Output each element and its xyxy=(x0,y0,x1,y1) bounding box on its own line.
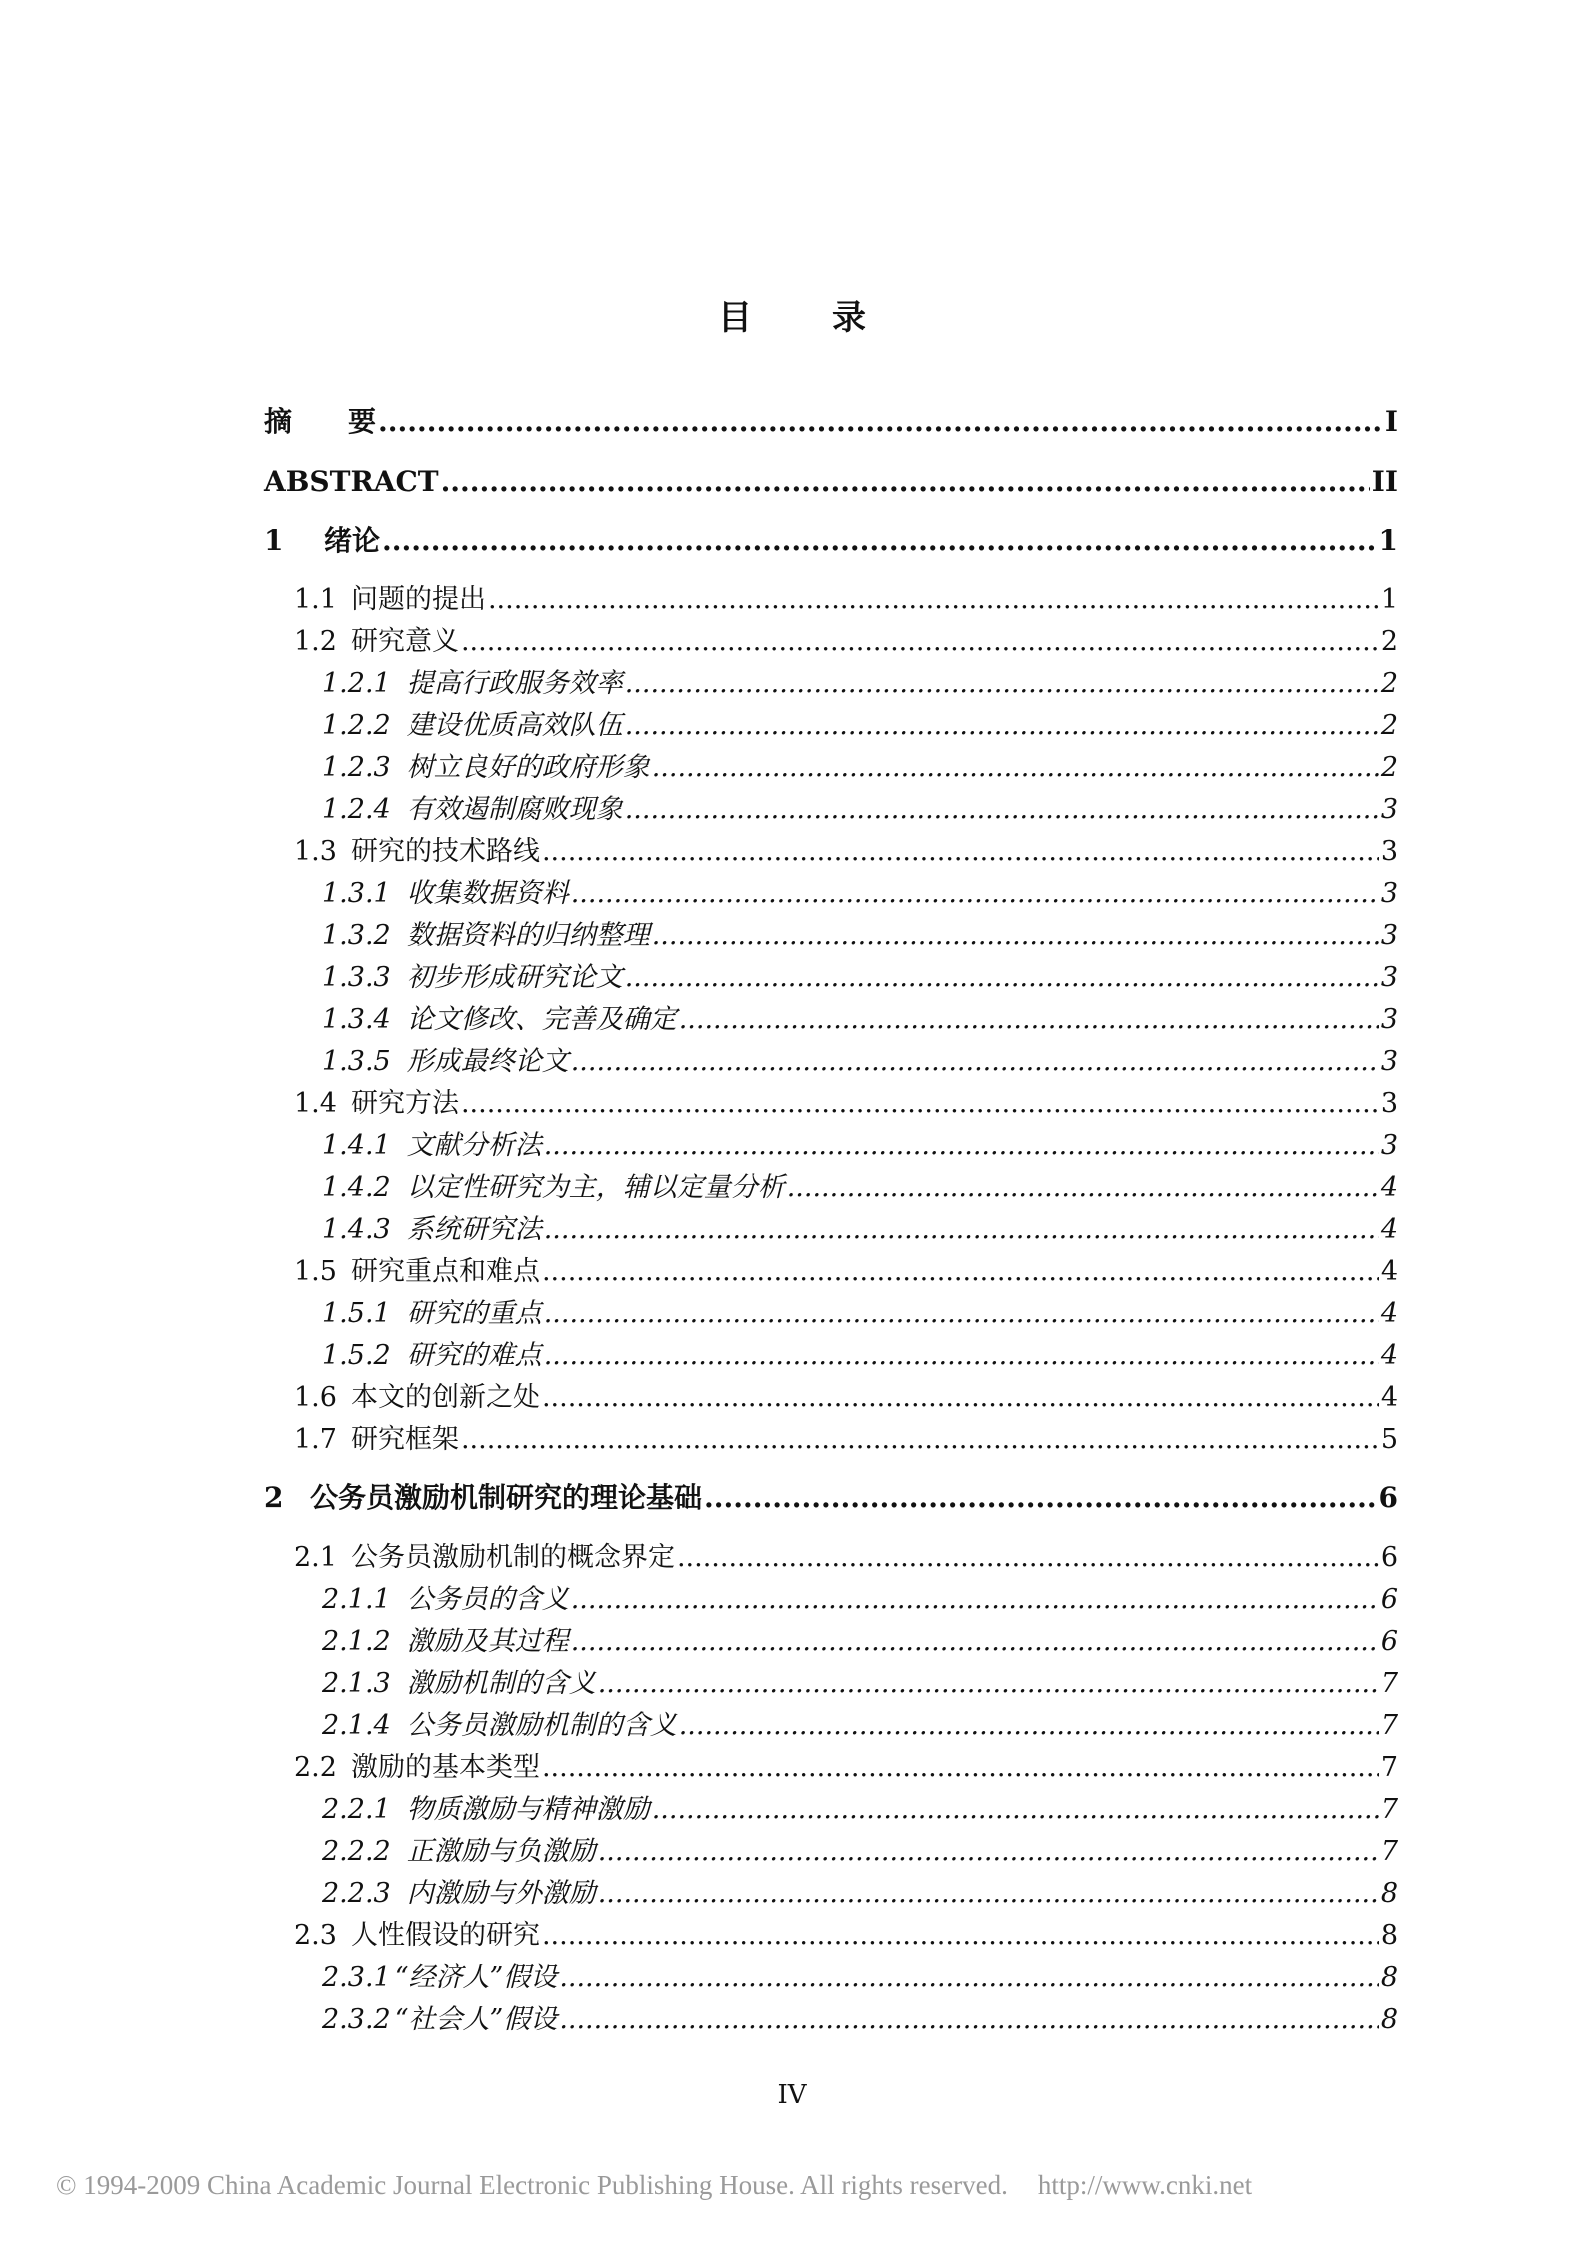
toc-entry-number: 2.3.1 xyxy=(322,1962,391,1993)
toc-entry-page: II xyxy=(1371,465,1398,498)
toc-title-char-1: 目 xyxy=(718,298,752,338)
toc-entry-page: I xyxy=(1384,405,1398,438)
toc-entry-page: 2 xyxy=(1380,710,1398,741)
toc-entry-label: 研究意义 xyxy=(350,626,459,657)
toc-leader-dots xyxy=(625,708,1379,744)
toc-entry-label: “社会人”假设 xyxy=(394,2004,558,2035)
toc-entry-page: 4 xyxy=(1380,1298,1398,1329)
toc-entry-label: 绪论 xyxy=(324,524,381,557)
toc-entry-label: 研究框架 xyxy=(350,1424,459,1455)
toc-entry-2-1[interactable] xyxy=(264,1540,1398,1576)
toc-entry-number: 2.3 xyxy=(294,1920,337,1951)
toc-entry-label: 物质激励与精神激励 xyxy=(406,1794,650,1825)
toc-entry-label: “经济人”假设 xyxy=(394,1962,558,1993)
toc-leader-dots xyxy=(542,834,1379,870)
toc-entry-number: 1.5 xyxy=(294,1256,337,1287)
toc-entry-1-4-3[interactable] xyxy=(264,1212,1398,1248)
toc-entry-page: 3 xyxy=(1380,1046,1398,1077)
toc-entry-number: 1.5.1 xyxy=(322,1298,391,1329)
toc-leader-dots xyxy=(625,666,1379,702)
toc-leader-dots xyxy=(571,1624,1379,1660)
toc-entry-page: 3 xyxy=(1380,794,1398,825)
toc-entry-1-3[interactable] xyxy=(264,834,1398,870)
toc-entry-2-1-2[interactable] xyxy=(264,1624,1398,1660)
toc-entry-page: 7 xyxy=(1380,1752,1398,1783)
toc-entry-page: 8 xyxy=(1380,2004,1398,2035)
toc-leader-dots xyxy=(544,1338,1379,1374)
toc-entry-1-3-5[interactable] xyxy=(264,1044,1398,1080)
toc-entry-1-2-3[interactable] xyxy=(264,750,1398,786)
copyright-text: © 1994-2009 China Academic Journal Electronic Publishing House. All rights reserved. xyxy=(56,2170,1008,2200)
toc-entry-number: 1.2.4 xyxy=(322,794,391,825)
toc-entry-number: 1.2.3 xyxy=(322,752,391,783)
toc-entry-page: 1 xyxy=(1378,524,1398,557)
toc-entry-2-2-2[interactable] xyxy=(264,1834,1398,1870)
toc-entry-number: 2.2 xyxy=(294,1752,337,1783)
toc-entry-number: 1.3.5 xyxy=(322,1046,391,1077)
toc-entry-label: 论文修改、完善及确定 xyxy=(406,1004,677,1035)
toc-leader-dots xyxy=(559,2002,1379,2038)
toc-entry-page: 4 xyxy=(1380,1382,1398,1413)
toc-entry-label: 研究的重点 xyxy=(406,1298,542,1329)
toc-leader-dots xyxy=(625,792,1379,828)
toc-entry-number: 1.3.4 xyxy=(322,1004,391,1035)
toc-entry-number: 1.7 xyxy=(294,1424,337,1455)
toc-entry-abstract-cn[interactable] xyxy=(264,404,1398,440)
toc-entry-number: 2.1.4 xyxy=(322,1710,391,1741)
toc-entry-2-1-4[interactable] xyxy=(264,1708,1398,1744)
toc-leader-dots xyxy=(542,1380,1379,1416)
toc-entry-1-2-4[interactable] xyxy=(264,792,1398,828)
toc-entry-label: 激励机制的含义 xyxy=(406,1668,596,1699)
toc-entry-2-1-3[interactable] xyxy=(264,1666,1398,1702)
toc-entry-number: 1.4.1 xyxy=(322,1130,391,1161)
toc-leader-dots xyxy=(787,1170,1379,1206)
toc-leader-dots xyxy=(598,1834,1379,1870)
toc-entry-page: 3 xyxy=(1380,1088,1398,1119)
toc-leader-dots xyxy=(461,1422,1379,1458)
toc-leader-dots xyxy=(544,1128,1379,1164)
toc-entry-1-7[interactable] xyxy=(264,1422,1398,1458)
toc-entry-label: ABSTRACT xyxy=(264,465,439,498)
toc-leader-dots xyxy=(559,1960,1379,1996)
page-number: IV xyxy=(777,2080,807,2110)
toc-leader-dots xyxy=(378,404,1383,440)
toc-leader-dots xyxy=(652,750,1379,786)
toc-entry-page: 3 xyxy=(1380,878,1398,909)
toc-entry-chapter-1[interactable] xyxy=(264,523,1398,559)
toc-entry-number: 1.3.3 xyxy=(322,962,391,993)
toc-entry-chapter-2[interactable] xyxy=(264,1480,1398,1516)
toc-title-char-2: 录 xyxy=(832,298,866,338)
toc-entry-1-1[interactable] xyxy=(264,582,1398,618)
toc-entry-label: 内激励与外激励 xyxy=(406,1878,596,1909)
toc-entry-page: 3 xyxy=(1380,1004,1398,1035)
toc-entry-2-2-3[interactable] xyxy=(264,1876,1398,1912)
toc-entry-1-5[interactable] xyxy=(264,1254,1398,1290)
toc-entry-page: 8 xyxy=(1380,1962,1398,1993)
toc-leader-dots xyxy=(441,464,1370,500)
toc-entry-1-4-2[interactable] xyxy=(264,1170,1398,1206)
toc-entry-number: 1.5.2 xyxy=(322,1340,391,1371)
toc-entry-2-3-1[interactable] xyxy=(264,1960,1398,1996)
toc-entry-label: 公务员激励机制的含义 xyxy=(406,1710,677,1741)
toc-entry-page: 7 xyxy=(1380,1668,1398,1699)
toc-entry-page: 2 xyxy=(1380,626,1398,657)
toc-entry-1-4[interactable] xyxy=(264,1086,1398,1122)
toc-entry-label: 研究的难点 xyxy=(406,1340,542,1371)
toc-entry-number: 1.1 xyxy=(294,584,337,615)
toc-entry-number: 2.1.1 xyxy=(322,1584,391,1615)
toc-entry-label: 提高行政服务效率 xyxy=(406,668,623,699)
toc-entry-number: 1.3.1 xyxy=(322,878,391,909)
toc-entry-number: 1.6 xyxy=(294,1382,337,1413)
toc-leader-dots xyxy=(652,1792,1379,1828)
toc-leader-dots xyxy=(704,1480,1377,1516)
toc-entry-number: 1.2.2 xyxy=(322,710,391,741)
toc-entry-page: 2 xyxy=(1380,668,1398,699)
toc-entry-label: 有效遏制腐败现象 xyxy=(406,794,623,825)
toc-leader-dots xyxy=(598,1666,1379,1702)
toc-entry-2-3-2[interactable] xyxy=(264,2002,1398,2038)
toc-entry-label: 激励的基本类型 xyxy=(350,1752,540,1783)
toc-leader-dots xyxy=(677,1540,1379,1576)
toc-entry-2-3[interactable] xyxy=(264,1918,1398,1954)
toc-entry-label: 公务员激励机制研究的理论基础 xyxy=(310,1481,703,1514)
toc-entry-1-2-2[interactable] xyxy=(264,708,1398,744)
toc-leader-dots xyxy=(544,1296,1379,1332)
toc-entry-1-2[interactable] xyxy=(264,624,1398,660)
toc-entry-number: 2.1.2 xyxy=(322,1626,391,1657)
toc-leader-dots xyxy=(488,582,1379,618)
toc-entry-page: 4 xyxy=(1380,1256,1398,1287)
toc-entry-abstract-en[interactable] xyxy=(264,464,1398,500)
toc-entry-page: 1 xyxy=(1380,584,1398,615)
toc-entry-label: 以定性研究为主，辅以定量分析 xyxy=(406,1172,785,1203)
toc-entry-page: 4 xyxy=(1380,1340,1398,1371)
toc-leader-dots xyxy=(571,876,1379,912)
toc-leader-dots xyxy=(598,1876,1379,1912)
toc-entry-label: 形成最终论文 xyxy=(406,1046,569,1077)
toc-entry-label: 人性假设的研究 xyxy=(350,1920,540,1951)
toc-entry-1-5-1[interactable] xyxy=(264,1296,1398,1332)
toc-entry-number: 1.4 xyxy=(294,1088,337,1119)
toc-entry-page: 3 xyxy=(1380,836,1398,867)
toc-entry-label: 建设优质高效队伍 xyxy=(406,710,623,741)
toc-entry-number: 2.2.3 xyxy=(322,1878,391,1909)
toc-entry-label: 收集数据资料 xyxy=(406,878,569,909)
toc-entry-page: 7 xyxy=(1380,1794,1398,1825)
toc-entry-number: 1.2 xyxy=(294,626,337,657)
toc-entry-label: 研究方法 xyxy=(350,1088,459,1119)
toc-entry-label: 文献分析法 xyxy=(406,1130,542,1161)
toc-entry-page: 4 xyxy=(1380,1172,1398,1203)
toc-entry-label: 初步形成研究论文 xyxy=(406,962,623,993)
toc-entry-label: 数据资料的归纳整理 xyxy=(406,920,650,951)
toc-leader-dots xyxy=(571,1582,1379,1618)
toc-entry-label: 正激励与负激励 xyxy=(406,1836,596,1867)
toc-entry-label: 树立良好的政府形象 xyxy=(406,752,650,783)
toc-title xyxy=(0,290,1584,339)
toc-entry-2-2-1[interactable] xyxy=(264,1792,1398,1828)
toc-entry-page: 3 xyxy=(1380,962,1398,993)
toc-entry-page: 6 xyxy=(1378,1481,1398,1514)
toc-entry-number: 1.2.1 xyxy=(322,668,391,699)
toc-entry-2-2[interactable] xyxy=(264,1750,1398,1786)
toc-leader-dots xyxy=(544,1212,1379,1248)
toc-entry-1-6[interactable] xyxy=(264,1380,1398,1416)
toc-entry-page: 6 xyxy=(1380,1584,1398,1615)
toc-leader-dots xyxy=(461,624,1379,660)
toc-entry-label: 系统研究法 xyxy=(406,1214,542,1245)
toc-leader-dots xyxy=(461,1086,1379,1122)
toc-leader-dots xyxy=(625,960,1379,996)
toc-entry-1-4-1[interactable] xyxy=(264,1128,1398,1164)
toc-entry-1-3-4[interactable] xyxy=(264,1002,1398,1038)
toc-entry-page: 2 xyxy=(1380,752,1398,783)
toc-entry-label: 问题的提出 xyxy=(350,584,486,615)
toc-entry-page: 6 xyxy=(1380,1542,1398,1573)
toc-entry-label: 本文的创新之处 xyxy=(350,1382,540,1413)
toc-entry-number: 2.2.1 xyxy=(322,1794,391,1825)
toc-entry-page: 5 xyxy=(1380,1424,1398,1455)
toc-entry-page: 8 xyxy=(1380,1878,1398,1909)
toc-entry-label: 公务员的含义 xyxy=(406,1584,569,1615)
toc-entry-number: 1.3 xyxy=(294,836,337,867)
toc-entry-1-3-2[interactable] xyxy=(264,918,1398,954)
toc-leader-dots xyxy=(382,523,1377,559)
toc-entry-number: 2.1 xyxy=(294,1542,337,1573)
toc-leader-dots xyxy=(571,1044,1379,1080)
toc-entry-number: 1.4.2 xyxy=(322,1172,391,1203)
toc-leader-dots xyxy=(542,1750,1379,1786)
toc-entry-number: 2.2.2 xyxy=(322,1836,391,1867)
toc-entry-number: 1.3.2 xyxy=(322,920,391,951)
toc-entry-number: 1 xyxy=(264,524,284,557)
toc-entry-page: 3 xyxy=(1380,920,1398,951)
toc-entry-number: 2.3.2 xyxy=(322,2004,391,2035)
toc-entry-1-5-2[interactable] xyxy=(264,1338,1398,1374)
toc-entry-number: 1.4.3 xyxy=(322,1214,391,1245)
toc-leader-dots xyxy=(679,1002,1379,1038)
toc-entry-page: 7 xyxy=(1380,1710,1398,1741)
toc-entry-page: 3 xyxy=(1380,1130,1398,1161)
toc-entry-page: 8 xyxy=(1380,1920,1398,1951)
footer-url-link[interactable]: http://www.cnki.net xyxy=(1037,2170,1253,2200)
toc-leader-dots xyxy=(679,1708,1379,1744)
toc-entry-page: 7 xyxy=(1380,1836,1398,1867)
toc-leader-dots xyxy=(542,1918,1379,1954)
toc-entry-1-3-3[interactable] xyxy=(264,960,1398,996)
toc-entry-number: 2.1.3 xyxy=(322,1668,391,1699)
toc-entry-number: 2 xyxy=(264,1481,284,1514)
toc-entry-1-3-1[interactable] xyxy=(264,876,1398,912)
toc-entry-label: 激励及其过程 xyxy=(406,1626,569,1657)
toc-entry-label: 研究的技术路线 xyxy=(350,836,540,867)
toc-entry-label: 摘 要 xyxy=(264,405,377,438)
toc-leader-dots xyxy=(542,1254,1379,1290)
toc-entry-1-2-1[interactable] xyxy=(264,666,1398,702)
toc-entry-page: 6 xyxy=(1380,1626,1398,1657)
toc-entry-label: 公务员激励机制的概念界定 xyxy=(350,1542,675,1573)
toc-leader-dots xyxy=(652,918,1379,954)
copyright-footer xyxy=(56,2170,1252,2201)
toc-entry-2-1-1[interactable] xyxy=(264,1582,1398,1618)
toc-entry-page: 4 xyxy=(1380,1214,1398,1245)
toc-entry-label: 研究重点和难点 xyxy=(350,1256,540,1287)
